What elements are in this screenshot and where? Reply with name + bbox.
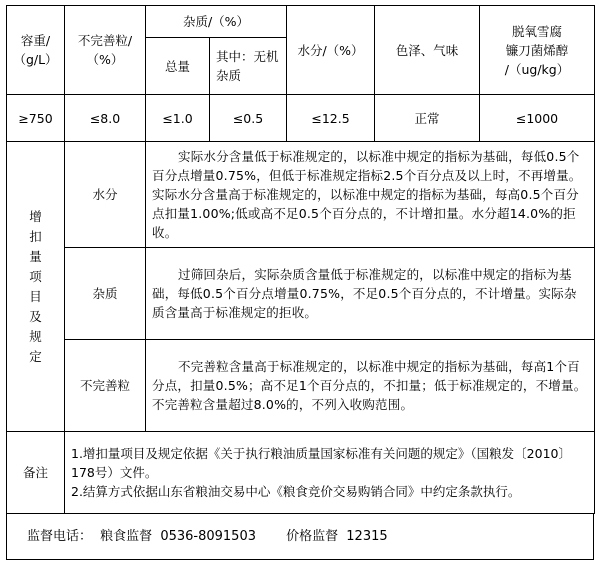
remarks-label: 备注 <box>7 432 65 514</box>
food-supervision-phone: 0536-8091503 <box>160 529 256 544</box>
adjust-text-moisture: 实际水分含量低于标准规定的，以标准中规定的指标为基础，每低0.5个百分点增量0.75%，但低于标准规定指标2.5个百分点及以上时，不再增量。实际水分含量高于标准规定的，以标准中规定的指标为基础，每高0.5个百分点扣量1.00%;低或高不足0.5个百分点的，不计增扣量。水分超14.0%的拒收。 <box>146 142 595 248</box>
remarks-text <box>65 432 595 514</box>
adjust-label-moisture: 水分 <box>65 142 146 248</box>
header-impurity-total: 总量 <box>146 38 210 95</box>
header-impurity-inorganic: 其中：无机 杂质 <box>210 38 287 95</box>
price-supervision-phone: 12315 <box>346 529 388 544</box>
adjust-title: 增 扣 量 项 目 及 规 定 <box>7 142 65 432</box>
value-imperfect: ≤8.0 <box>65 95 146 142</box>
adjust-label-impurity: 杂质 <box>65 248 146 340</box>
header-don: 脱氧雪腐 镰刀菌烯醇 /（ug/kg） <box>480 6 595 95</box>
remark-line-2: 2.结算方式依据山东省粮油交易中心《粮食竞价交易购销合同》中约定条款执行。 <box>71 484 521 499</box>
remark-line-1: 1.增扣量项目及规定依据《关于执行粮油质量国家标准有关问题的规定》（国粮发〔2010〕178号）文件。 <box>71 446 571 480</box>
food-supervision-label: 粮食监督 <box>100 529 153 544</box>
footer-label: 监督电话： <box>27 529 93 544</box>
value-color: 正常 <box>375 95 480 142</box>
header-color: 色泽、气味 <box>375 6 480 95</box>
value-moisture: ≤12.5 <box>287 95 375 142</box>
value-capacity: ≥750 <box>7 95 65 142</box>
adjust-text-impurity: 过筛回杂后，实际杂质含量低于标准规定的，以标准中规定的指标为基础，每低0.5个百分点增量0.75%，不足0.5个百分点的，不计增量。实际杂质含量高于标准规定的拒收。 <box>146 248 595 340</box>
adjust-text-imperfect: 不完善粒含量高于标准规定的，以标准中规定的指标为基础，每高1个百分点，扣量0.5%；高不足1个百分点的，不扣量；低于标准规定的，不增量。不完善粒含量超过8.0%的，不列入收购范围。 <box>146 340 595 432</box>
supervision-footer <box>6 513 594 560</box>
value-impurity-inorganic: ≤0.5 <box>210 95 287 142</box>
price-supervision-label: 价格监督 <box>286 529 339 544</box>
header-capacity: 容重/ （g/L） <box>7 6 65 95</box>
header-impurity: 杂质/（%） <box>146 6 287 38</box>
header-imperfect: 不完善粒/ （%） <box>65 6 146 95</box>
grain-standard-table <box>6 5 595 514</box>
value-don: ≤1000 <box>480 95 595 142</box>
adjust-label-imperfect: 不完善粒 <box>65 340 146 432</box>
header-moisture: 水分/（%） <box>287 6 375 95</box>
value-impurity-total: ≤1.0 <box>146 95 210 142</box>
